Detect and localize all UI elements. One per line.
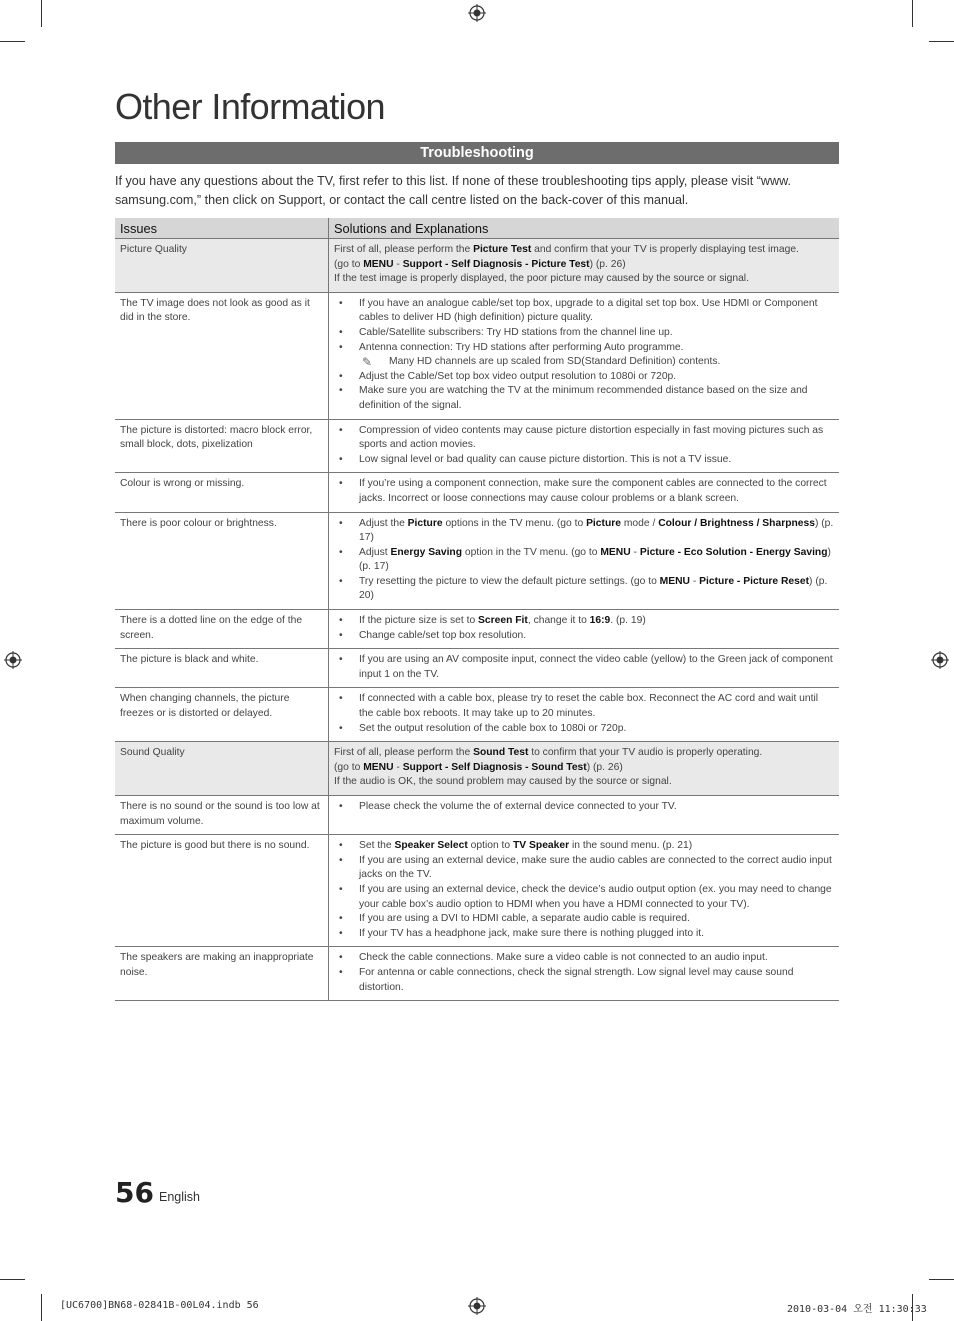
solution-list bbox=[334, 951, 834, 995]
solution-item: • Compression of video contents may cause picture distortion especially in fast moving pictures such as sports and action movies. bbox=[334, 424, 834, 453]
crop-mark bbox=[41, 0, 42, 27]
solution-item: • Try resetting the picture to view the default picture settings. (go to MENU - Picture - Picture Reset) (p. 20) bbox=[334, 575, 834, 604]
issue-cell: There is poor colour or brightness. bbox=[115, 512, 329, 610]
table-row bbox=[115, 688, 839, 742]
solution-note: ✎ Many HD channels are up scaled from SD(Standard Definition) contents. bbox=[362, 355, 721, 370]
solution-item: • If you have an analogue cable/set top box, upgrade to a digital set top box. Use HDMI or Component cables to deliver HD (high definition) picture quality. bbox=[334, 297, 834, 326]
registration-mark-icon bbox=[468, 1297, 486, 1315]
table-row bbox=[115, 742, 839, 796]
solution-cell bbox=[329, 688, 840, 742]
table-row bbox=[115, 473, 839, 512]
issue-cell: The TV image does not look as good as it did in the store. bbox=[115, 292, 329, 419]
table-row bbox=[115, 947, 839, 1001]
solution-item: • Low signal level or bad quality can cause picture distortion. This is not a TV issue. bbox=[334, 453, 834, 468]
troubleshooting-table bbox=[115, 218, 839, 1001]
table-body bbox=[115, 239, 839, 1001]
issue-cell: The picture is good but there is no sound. bbox=[115, 835, 329, 947]
solution-text: First of all, please perform the Picture Test and confirm that your TV is properly displaying test image. (go to MENU - Support - Self Diagnosis - Picture Test) (p. 26) If the test image is properly displayed, the poor picture may caused by the source or signal. bbox=[334, 244, 799, 285]
solution-cell bbox=[329, 610, 840, 649]
solution-item: • If you are using an external device, check the device’s audio output option (ex. you may need to change your cable box’s audio option to HDMI when you have a HDMI connected to your TV). bbox=[334, 883, 834, 912]
solution-item: • If you are using an external device, make sure the audio cables are connected to the correct audio input jacks on the TV. bbox=[334, 854, 834, 883]
crop-mark bbox=[0, 41, 25, 42]
solution-cell bbox=[329, 473, 840, 512]
print-timestamp: 2010-03-04 오전 11:30:33 bbox=[787, 1304, 927, 1315]
intro-paragraph: If you have any questions about the TV, first refer to this list. If none of these troubleshooting tips apply, please visit “www. samsung.com,” then click on Support, or contact the call centre listed on the back-cover of this manual. bbox=[115, 174, 792, 207]
solution-list bbox=[334, 653, 834, 682]
solution-item: • Adjust the Picture options in the TV menu. (go to Picture mode / Colour / Brightness / Sharpness) (p. 17) bbox=[334, 517, 834, 546]
solution-item: • If your TV has a headphone jack, make sure there is nothing plugged into it. bbox=[334, 927, 834, 942]
page-title: Other Information bbox=[115, 86, 385, 127]
issue-cell: There is no sound or the sound is too low at maximum volume. bbox=[115, 796, 329, 835]
table-row bbox=[115, 796, 839, 835]
solution-text: First of all, please perform the Sound Test to confirm that your TV audio is properly operating. (go to MENU - Support - Self Diagnosis - Sound Test) (p. 26) If the audio is OK, the sound problem may caused by the source or signal. bbox=[334, 747, 763, 788]
table-row bbox=[115, 610, 839, 649]
solution-list bbox=[334, 614, 834, 643]
solution-item: • If you are using a DVI to HDMI cable, a separate audio cable is required. bbox=[334, 912, 834, 927]
column-header-solutions: Solutions and Explanations bbox=[329, 218, 840, 239]
crop-mark bbox=[929, 41, 954, 42]
page-number: 56 bbox=[115, 1176, 154, 1209]
solution-item: • Adjust the Cable/Set top box video output resolution to 1080i or 720p. bbox=[334, 370, 834, 385]
solution-list bbox=[334, 692, 834, 736]
solution-item: • Set the Speaker Select option to TV Speaker in the sound menu. (p. 21) bbox=[334, 839, 834, 854]
issue-cell: Picture Quality bbox=[115, 239, 329, 293]
solution-list bbox=[334, 800, 834, 815]
column-header-issues: Issues bbox=[115, 218, 329, 239]
solution-item: • Make sure you are watching the TV at the minimum recommended distance based on the size and definition of the signal. bbox=[334, 384, 834, 413]
print-file-info: [UC6700]BN68-02841B-00L04.indb 56 bbox=[60, 1300, 259, 1311]
note-pencil-icon: ✎ bbox=[362, 355, 373, 370]
solution-item: • If connected with a cable box, please try to reset the cable box. Reconnect the AC cord and wait until the cable box reboots. It may take up to 20 minutes. bbox=[334, 692, 834, 721]
solution-item: • For antenna or cable connections, check the signal strength. Low signal level may cause sound distortion. bbox=[334, 966, 834, 995]
solution-cell bbox=[329, 742, 840, 796]
issue-cell: When changing channels, the picture freezes or is distorted or delayed. bbox=[115, 688, 329, 742]
crop-mark bbox=[0, 1279, 25, 1280]
solution-list bbox=[334, 297, 834, 414]
table-header-row bbox=[115, 218, 839, 239]
solution-item: • If you are using an AV composite input, connect the video cable (yellow) to the Green jack of component input 1 on the TV. bbox=[334, 653, 834, 682]
registration-mark-icon bbox=[4, 651, 22, 669]
solution-item: • Check the cable connections. Make sure a video cable is not connected to an audio input. bbox=[334, 951, 834, 966]
table-row bbox=[115, 512, 839, 610]
issue-cell: The speakers are making an inappropriate noise. bbox=[115, 947, 329, 1001]
table-row bbox=[115, 239, 839, 293]
registration-mark-icon bbox=[468, 4, 486, 22]
page-language: English bbox=[159, 1190, 200, 1204]
issue-cell: Sound Quality bbox=[115, 742, 329, 796]
solution-cell bbox=[329, 512, 840, 610]
solution-list bbox=[334, 477, 834, 506]
issue-cell: There is a dotted line on the edge of the screen. bbox=[115, 610, 329, 649]
table-row bbox=[115, 649, 839, 688]
table-row bbox=[115, 419, 839, 473]
solution-item: • Please check the volume the of external device connected to your TV. bbox=[334, 800, 834, 815]
solution-list bbox=[334, 424, 834, 468]
table-row bbox=[115, 835, 839, 947]
solution-cell bbox=[329, 796, 840, 835]
issue-cell: The picture is distorted: macro block error, small block, dots, pixelization bbox=[115, 419, 329, 473]
solution-cell bbox=[329, 419, 840, 473]
solution-item: • Adjust Energy Saving option in the TV menu. (go to MENU - Picture - Eco Solution - Energy Saving) (p. 17) bbox=[334, 546, 834, 575]
crop-mark bbox=[41, 1294, 42, 1321]
crop-mark bbox=[912, 0, 913, 27]
solution-item: • Set the output resolution of the cable box to 1080i or 720p. bbox=[334, 722, 834, 737]
solution-cell bbox=[329, 292, 840, 419]
solution-item: • Antenna connection: Try HD stations after performing Auto programme. bbox=[334, 341, 834, 356]
solution-cell bbox=[329, 239, 840, 293]
solution-cell bbox=[329, 947, 840, 1001]
registration-mark-icon bbox=[931, 651, 949, 669]
crop-mark bbox=[929, 1279, 954, 1280]
solution-item: • Cable/Satellite subscribers: Try HD stations from the channel line up. bbox=[334, 326, 834, 341]
table-row bbox=[115, 292, 839, 419]
solution-item: • Change cable/set top box resolution. bbox=[334, 629, 834, 644]
solution-cell bbox=[329, 835, 840, 947]
section-header: Troubleshooting bbox=[115, 142, 839, 164]
solution-list bbox=[334, 517, 834, 605]
solution-cell bbox=[329, 649, 840, 688]
issue-cell: The picture is black and white. bbox=[115, 649, 329, 688]
solution-list bbox=[334, 839, 834, 941]
solution-item: • If the picture size is set to Screen Fit, change it to 16:9. (p. 19) bbox=[334, 614, 834, 629]
issue-cell: Colour is wrong or missing. bbox=[115, 473, 329, 512]
solution-item: • If you’re using a component connection, make sure the component cables are connected to the correct jacks. Incorrect or loose connections may cause colour problems or a blank screen. bbox=[334, 477, 834, 506]
